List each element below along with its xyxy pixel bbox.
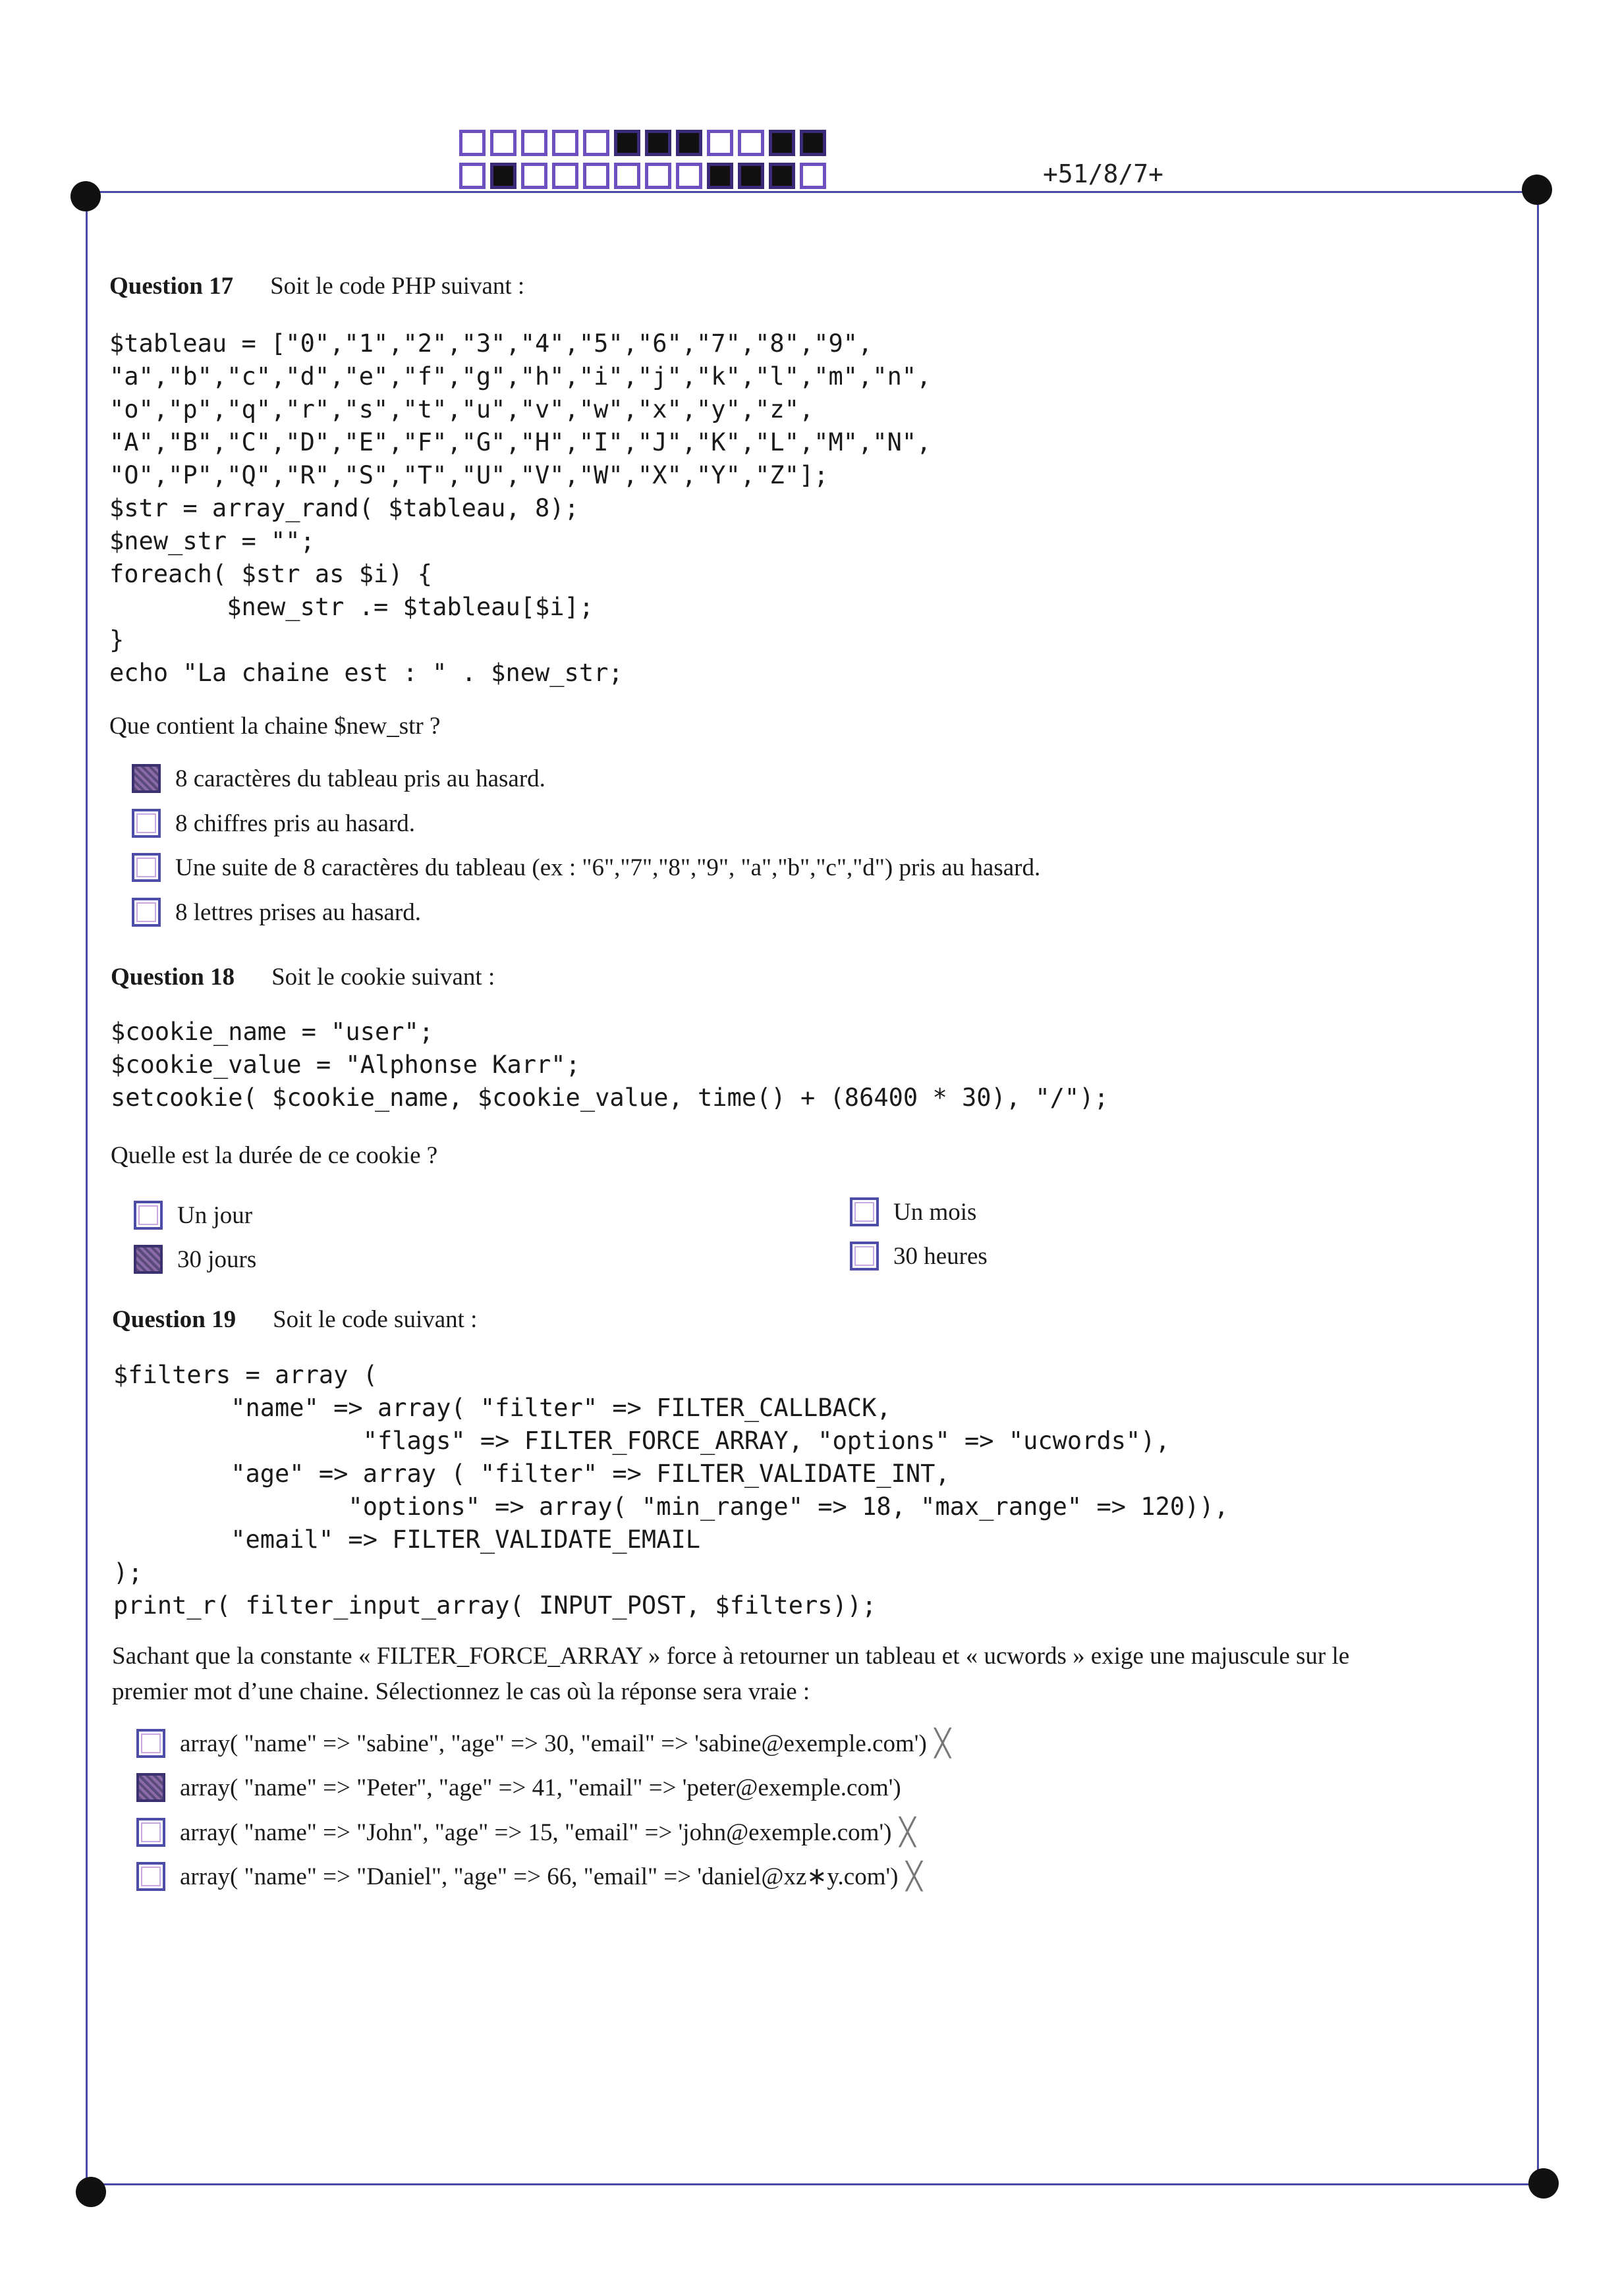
answer-text: Une suite de 8 caractères du tableau (ex : "6","7","8","9", "a","b","c","d") pris au hasard. xyxy=(175,854,1041,881)
code-square-empty xyxy=(459,163,486,189)
checkbox[interactable] xyxy=(132,809,161,838)
code-square-empty xyxy=(738,130,764,156)
code-square-filled xyxy=(800,130,826,156)
q18-answer-30-jours[interactable] xyxy=(134,1245,256,1274)
question-17-heading xyxy=(109,272,524,300)
checkbox[interactable] xyxy=(134,1201,163,1230)
q18-answer-un-jour[interactable] xyxy=(134,1201,252,1230)
cross-mark-icon: ╳ xyxy=(899,1817,916,1847)
question-intro: Soit le code suivant : xyxy=(273,1306,478,1333)
code-square-empty xyxy=(552,130,578,156)
code-square-empty xyxy=(614,163,640,189)
frame-left-line xyxy=(86,192,88,2191)
answer-text: array( "name" => "John", "age" => 15, "email" => 'john@exemple.com') xyxy=(180,1818,892,1846)
code-square-filled xyxy=(769,130,795,156)
corner-mark-bottom-right xyxy=(1528,2168,1559,2199)
q17-answer-1[interactable] xyxy=(132,764,545,793)
answer-text: Un jour xyxy=(177,1201,253,1229)
checkbox[interactable] xyxy=(132,764,161,793)
binary-code-row-2 xyxy=(459,163,831,189)
code-square-empty xyxy=(552,163,578,189)
question-intro: Soit le code PHP suivant : xyxy=(270,273,525,300)
page-id: +51/8/7+ xyxy=(1043,159,1164,188)
question-19-heading xyxy=(112,1305,477,1334)
checkbox[interactable] xyxy=(850,1197,879,1226)
answer-text: array( "name" => "Daniel", "age" => 66, "email" => 'daniel@xz∗y.com') xyxy=(180,1863,899,1890)
q18-answer-30-heures[interactable] xyxy=(850,1242,988,1271)
answer-text: array( "name" => "sabine", "age" => 30, "email" => 'sabine@exemple.com') xyxy=(180,1730,927,1757)
code-square-empty xyxy=(521,130,547,156)
question-18-code: $cookie_name = "user"; $cookie_value = "Alphonse Karr"; setcookie( $cookie_name, $cookie_value, time() + (86400 * 30), "/"); xyxy=(111,1018,1109,1112)
q17-answer-2[interactable] xyxy=(132,809,415,838)
checkbox[interactable] xyxy=(850,1242,879,1271)
checkbox[interactable] xyxy=(134,1245,163,1274)
code-square-filled xyxy=(645,130,671,156)
question-19-code: $filters = array ( "name" => array( "filter" => FILTER_CALLBACK, "flags" => FILTER_FORCE_ARRAY, "options" => "ucwords"), "age" => array ( "filter" => FILTER_VALIDATE_INT, "options" => array( "min_range" => 18, "max_range" => 120)), "email" => FILTER_VALIDATE_EMAIL ); print_r( filter_input_array( INPUT_POST, $filters)); xyxy=(113,1361,1229,1620)
checkbox[interactable] xyxy=(132,898,161,927)
answer-text: 8 caractères du tableau pris au hasard. xyxy=(175,765,545,792)
answer-text: 30 jours xyxy=(177,1245,257,1273)
q17-answer-3[interactable] xyxy=(132,853,1040,882)
checkbox[interactable] xyxy=(132,853,161,882)
question-number: Question 19 xyxy=(112,1306,237,1333)
cross-mark-icon: ╳ xyxy=(906,1861,922,1892)
frame-top-line xyxy=(86,191,1535,193)
q19-answer-1[interactable] xyxy=(136,1728,951,1759)
checkbox[interactable] xyxy=(136,1862,165,1891)
code-square-empty xyxy=(800,163,826,189)
frame-right-line xyxy=(1537,188,1539,2184)
answer-text: 8 lettres prises au hasard. xyxy=(175,898,421,926)
code-square-empty xyxy=(583,163,609,189)
corner-mark-top-left xyxy=(70,181,101,211)
question-18-prompt: Quelle est la durée de ce cookie ? xyxy=(111,1142,438,1169)
q19-answer-2[interactable] xyxy=(136,1773,901,1802)
corner-mark-bottom-left xyxy=(76,2177,106,2207)
checkbox[interactable] xyxy=(136,1818,165,1847)
code-square-filled xyxy=(614,130,640,156)
code-square-filled xyxy=(676,130,702,156)
question-17-code: $tableau = ["0","1","2","3","4","5","6","7","8","9", "a","b","c","d","e","f","g","h","i","j","k","l","m","n", "o","p","q","r","s","t","u","v","w","x","y","z", "A","B","C","D","E","F","G","H","I","J","K","L","M","N", "O","P","Q","R","S","T","U","V","W","X","Y","Z"]; $str = array_rand( $tableau, 8); $new_str = ""; foreach( $str as $i) { $new_str .= $tableau[$i]; } echo "La chaine est : " . $new_str; xyxy=(109,329,932,687)
q17-answer-4[interactable] xyxy=(132,898,421,927)
code-square-filled xyxy=(707,163,733,189)
answer-text: 8 chiffres pris au hasard. xyxy=(175,809,416,837)
question-18-heading xyxy=(111,963,495,991)
question-17-prompt: Que contient la chaine $new_str ? xyxy=(109,713,441,740)
checkbox[interactable] xyxy=(136,1729,165,1758)
code-square-empty xyxy=(707,130,733,156)
code-square-empty xyxy=(645,163,671,189)
code-square-empty xyxy=(490,130,516,156)
code-square-empty xyxy=(459,130,486,156)
question-number: Question 17 xyxy=(109,273,234,300)
binary-code-row-1 xyxy=(459,130,831,156)
question-intro: Soit le cookie suivant : xyxy=(271,964,495,991)
checkbox[interactable] xyxy=(136,1773,165,1802)
code-square-filled xyxy=(738,163,764,189)
code-square-filled xyxy=(490,163,516,189)
question-19-prompt-line-1: Sachant que la constante « FILTER_FORCE_ARRAY » force à retourner un tableau et « ucwords » exige une majuscule sur le xyxy=(112,1643,1350,1670)
frame-bottom-line xyxy=(91,2183,1546,2185)
q19-answer-3[interactable] xyxy=(136,1817,916,1847)
corner-mark-top-right xyxy=(1522,175,1552,205)
answer-text: array( "name" => "Peter", "age" => 41, "email" => 'peter@exemple.com') xyxy=(180,1774,901,1801)
q19-answer-4[interactable] xyxy=(136,1861,922,1892)
answer-text: 30 heures xyxy=(893,1242,988,1270)
code-square-empty xyxy=(583,130,609,156)
question-19-prompt-line-2: premier mot d’une chaine. Sélectionnez le cas où la réponse sera vraie : xyxy=(112,1678,810,1705)
code-square-filled xyxy=(769,163,795,189)
code-square-empty xyxy=(521,163,547,189)
q18-answer-un-mois[interactable] xyxy=(850,1197,976,1226)
cross-mark-icon: ╳ xyxy=(934,1728,951,1759)
code-square-empty xyxy=(676,163,702,189)
answer-text: Un mois xyxy=(893,1198,977,1226)
question-number: Question 18 xyxy=(111,964,235,991)
